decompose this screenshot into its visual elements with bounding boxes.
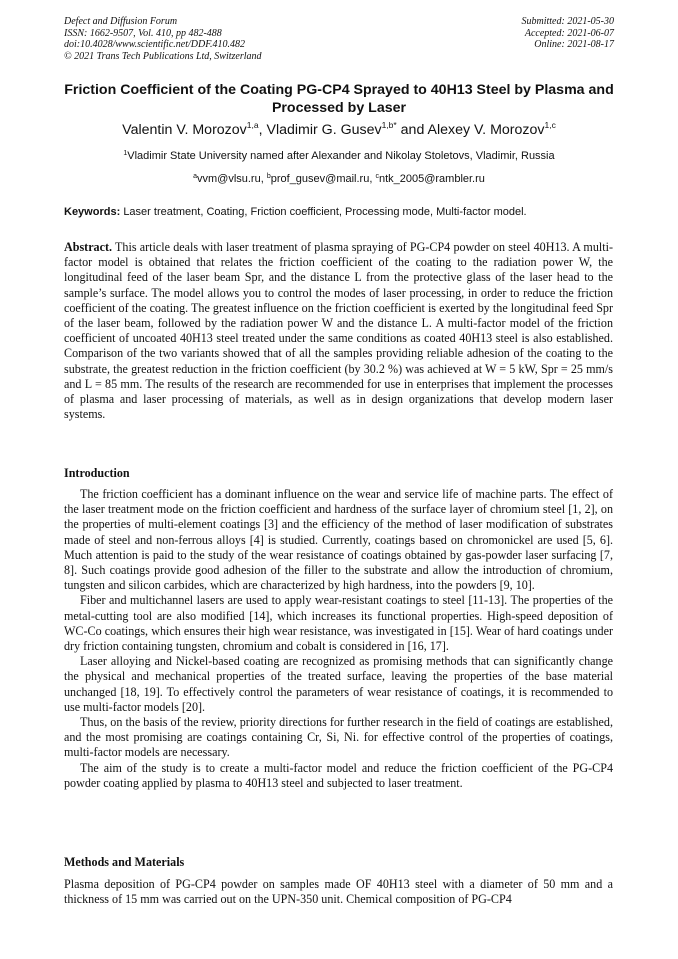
author-separator: ,	[258, 122, 267, 138]
email-mark: c	[375, 173, 379, 180]
author-affiliation-mark: 1,b*	[381, 120, 397, 130]
abstract-label: Abstract.	[64, 240, 113, 254]
email-mark: b	[266, 173, 271, 180]
publication-dates	[522, 16, 615, 51]
journal-issn: ISSN: 1662-9507, Vol. 410, pp 482-488	[64, 27, 222, 39]
keywords	[64, 205, 624, 219]
paragraph: The aim of the study is to create a multi-factor model and reduce the friction coefficient of the PG-CP4 powder coating applied by plasma to 40H13 steel and subjected to laser treatment.	[64, 760, 613, 790]
affiliation-mark: 1	[123, 150, 128, 157]
copyright: © 2021 Trans Tech Publications Ltd, Switzerland	[64, 50, 262, 62]
author-affiliation-mark: 1,c	[544, 120, 556, 130]
author-name: Vladimir G. Gusev	[266, 122, 382, 138]
section-heading-methods: Methods and Materials	[64, 855, 185, 869]
author-name: Valentin V. Morozov	[122, 122, 247, 138]
author-name: Alexey V. Morozov	[427, 122, 545, 138]
abstract-text: This article deals with laser treatment of plasma spraying of PG-CP4 powder on steel 40H13. A multi-factor model is obtained that relates the friction coefficient of the coating to the radiation power W, the longitudinal feed of the laser beam Spr, and the distance L from the protective glass of the laser head to the sample’s surface. The model allows you to control the modes of laser processing, in order to reduce the friction coefficient of the coating. The greatest influence on the friction coefficient is exerted by the longitudinal feed Spr of the laser beam, followed by the radiation power W and the distance L. A multi-factor model of the friction coefficient of uncoated 40H13 steel treated under the same conditions as coated 40H13 steel is also established. Comparison of the two variants showed that of all the samples providing reliable adhesion of the coating to the substrate, the greatest reduction in the friction coefficient (by 30.2 %) was achieved at W = 5 kW, Spr = 25 mm/s and L = 85 mm. The results of the research are recommended for use in enterprises that implement the processes of plasma and laser processing of materials, as well as in design organizations that develop modern laser systems.	[64, 240, 613, 422]
abstract	[64, 240, 613, 422]
journal-doi[interactable]: doi:10.4028/www.scientific.net/DDF.410.482	[64, 39, 246, 50]
abstract-paragraph	[64, 240, 613, 422]
journal-info	[64, 16, 262, 62]
accepted-date: Accepted: 2021-06-07	[524, 27, 614, 39]
author-separator: and	[396, 122, 428, 138]
author-list	[40, 121, 638, 139]
submitted-date: Submitted: 2021-05-30	[521, 16, 614, 27]
methods-body	[64, 877, 613, 907]
keywords-label: Keywords:	[64, 206, 121, 218]
paragraph: The friction coefficient has a dominant influence on the wear and service life of machine parts. The effect of the laser treatment mode on the friction coefficient and hardness of the surface layer of chromium steel [1, 2], on the properties of multi-element coatings [3] and the efficiency of the method of laser modification of substrates made of steel and non-ferrous alloys [4] is studied. Currently, coatings based on chromonickel are used [5, 6]. Much attention is paid to the study of the wear resistance of coatings obtained by gas-powder laser surfacing [7, 8]. Such coatings provide good adhesion of the filler to the substrate and allow the introduction of chromium, tungsten and silicon carbides, which are characterized by high hardness, into the powders [9, 10].	[64, 487, 613, 593]
journal-name: Defect and Diffusion Forum	[64, 16, 178, 27]
paragraph: Thus, on the basis of the review, priority directions for further research in the field of coatings are established, and the most promising are coatings containing Cr, Si, Ni. for effective control of the properties of coatings, multi-factor models are necessary.	[64, 715, 613, 760]
email-link[interactable]: ntk_2005@rambler.ru	[378, 173, 485, 185]
author-emails	[40, 172, 638, 186]
paper-title: Friction Coefficient of the Coating PG-CP4 Sprayed to 40H13 Steel by Plasma and Processed by Laser	[64, 82, 614, 116]
paragraph: Laser alloying and Nickel-based coating are recognized as promising methods that can significantly change the physical and mechanical properties of the treated surface, leaving the properties of the base material unchanged [18, 19]. To effectively control the parameters of wear resistance of coatings, it is recommended to use multi-factor models [20].	[64, 654, 613, 714]
author-affiliation-mark: 1,a	[246, 120, 259, 130]
introduction-body	[64, 487, 613, 791]
email-link[interactable]: prof_gusev@mail.ru,	[270, 173, 376, 185]
keywords-text: Laser treatment, Coating, Friction coefficient, Processing mode, Multi-factor model.	[123, 206, 527, 218]
paragraph: Plasma deposition of PG-CP4 powder on samples made OF 40H13 steel with a diameter of 50 mm and a thickness of 15 mm was carried out on the UPN-350 unit. Chemical composition of PG-CP4	[64, 877, 613, 907]
section-heading-introduction: Introduction	[64, 466, 130, 480]
affiliation	[40, 149, 638, 163]
email-mark: a	[193, 173, 197, 180]
affiliation-text: Vladimir State University named after Alexander and Nikolay Stoletovs, Vladimir, Russia	[127, 150, 555, 162]
paragraph: Fiber and multichannel lasers are used to apply wear-resistant coatings to steel [11-13]. The properties of the metal-cutting tool are also modified [14], which increases its functional properties. High-speed deposition of WC-Co coatings, which ensures their high wear resistance, was investigated in [15]. Wear of hard coatings under dry friction containing tungsten, chromium and cobalt is considered in [16, 17].	[64, 593, 613, 654]
email-link[interactable]: vvm@vlsu.ru,	[196, 173, 267, 185]
online-date: Online: 2021-08-17	[534, 39, 614, 50]
